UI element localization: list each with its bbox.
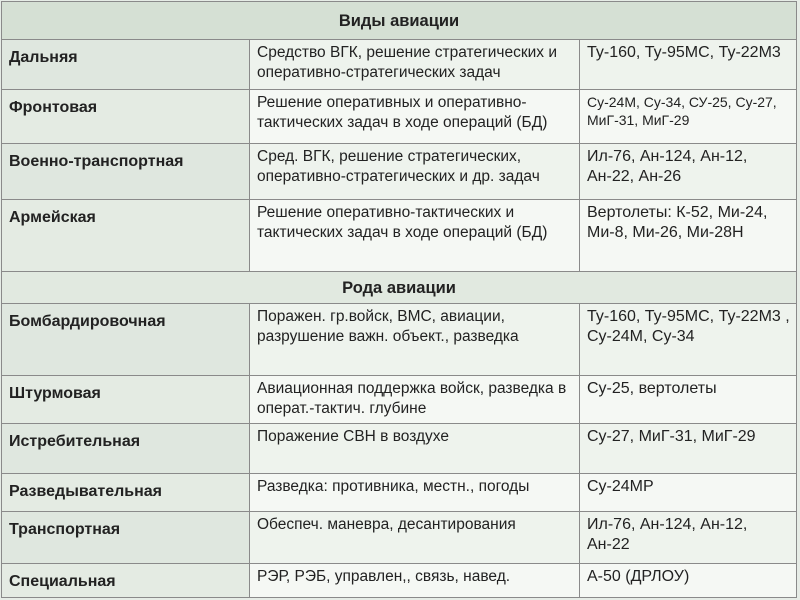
table-row <box>2 144 797 200</box>
row-name: Транспортная <box>2 512 250 564</box>
table-row <box>2 90 797 144</box>
row-task: Решение оперативных и оперативно-тактических задач в ходе операций (БД) <box>250 90 580 144</box>
row-task: Разведка: противника, местн., погоды <box>250 474 580 512</box>
row-name: Армейская <box>2 200 250 272</box>
row-name: Фронтовая <box>2 90 250 144</box>
row-task: Поражен. гр.войск, ВМС, авиации, разрушение важн. объект., разведка <box>250 304 580 376</box>
section-title: Рода авиации <box>2 272 797 304</box>
row-name: Штурмовая <box>2 376 250 424</box>
row-task: Средство ВГК, решение стратегических и оперативно-стратегических задач <box>250 40 580 90</box>
row-task: РЭР, РЭБ, управлен,, связь, навед. <box>250 564 580 598</box>
row-aircraft: Су-27, МиГ-31, МиГ-29 <box>580 424 797 474</box>
row-name: Истребительная <box>2 424 250 474</box>
row-task: Обеспеч. маневра, десантирования <box>250 512 580 564</box>
table-row <box>2 512 797 564</box>
row-name: Дальняя <box>2 40 250 90</box>
row-name: Военно-транспортная <box>2 144 250 200</box>
row-aircraft: Ил-76, Ан-124, Ан-12, Ан-22, Ан-26 <box>580 144 797 200</box>
row-aircraft: Су-24МР <box>580 474 797 512</box>
row-task: Авиационная поддержка войск, разведка в операт.-тактич. глубине <box>250 376 580 424</box>
table-row <box>2 376 797 424</box>
table-row <box>2 564 797 598</box>
row-task: Решение оперативно-тактических и тактических задач в ходе операций (БД) <box>250 200 580 272</box>
row-aircraft: Су-24М, Су-34, СУ-25, Су-27, МиГ-31, МиГ-29 <box>580 90 797 144</box>
row-aircraft: Вертолеты: К-52, Ми-24, Ми-8, Ми-26, Ми-28Н <box>580 200 797 272</box>
table-row <box>2 304 797 376</box>
row-name: Разведывательная <box>2 474 250 512</box>
row-aircraft: Ту-160, Ту-95МС, Ту-22М3 , Су-24М, Су-34 <box>580 304 797 376</box>
table-row <box>2 200 797 272</box>
section-title: Виды авиации <box>2 2 797 40</box>
row-task: Поражение СВН в воздухе <box>250 424 580 474</box>
table-row <box>2 424 797 474</box>
aviation-table <box>1 1 797 598</box>
row-name: Специальная <box>2 564 250 598</box>
table-row <box>2 40 797 90</box>
section-header-types <box>2 2 797 40</box>
row-aircraft: Су-25, вертолеты <box>580 376 797 424</box>
row-aircraft: Ту-160, Ту-95МС, Ту-22М3 <box>580 40 797 90</box>
row-aircraft: А-50 (ДРЛОУ) <box>580 564 797 598</box>
row-name: Бомбардировочная <box>2 304 250 376</box>
section-header-branches <box>2 272 797 304</box>
table-row <box>2 474 797 512</box>
row-task: Сред. ВГК, решение стратегических, оперативно-стратегических и др. задач <box>250 144 580 200</box>
row-aircraft: Ил-76, Ан-124, Ан-12, Ан-22 <box>580 512 797 564</box>
